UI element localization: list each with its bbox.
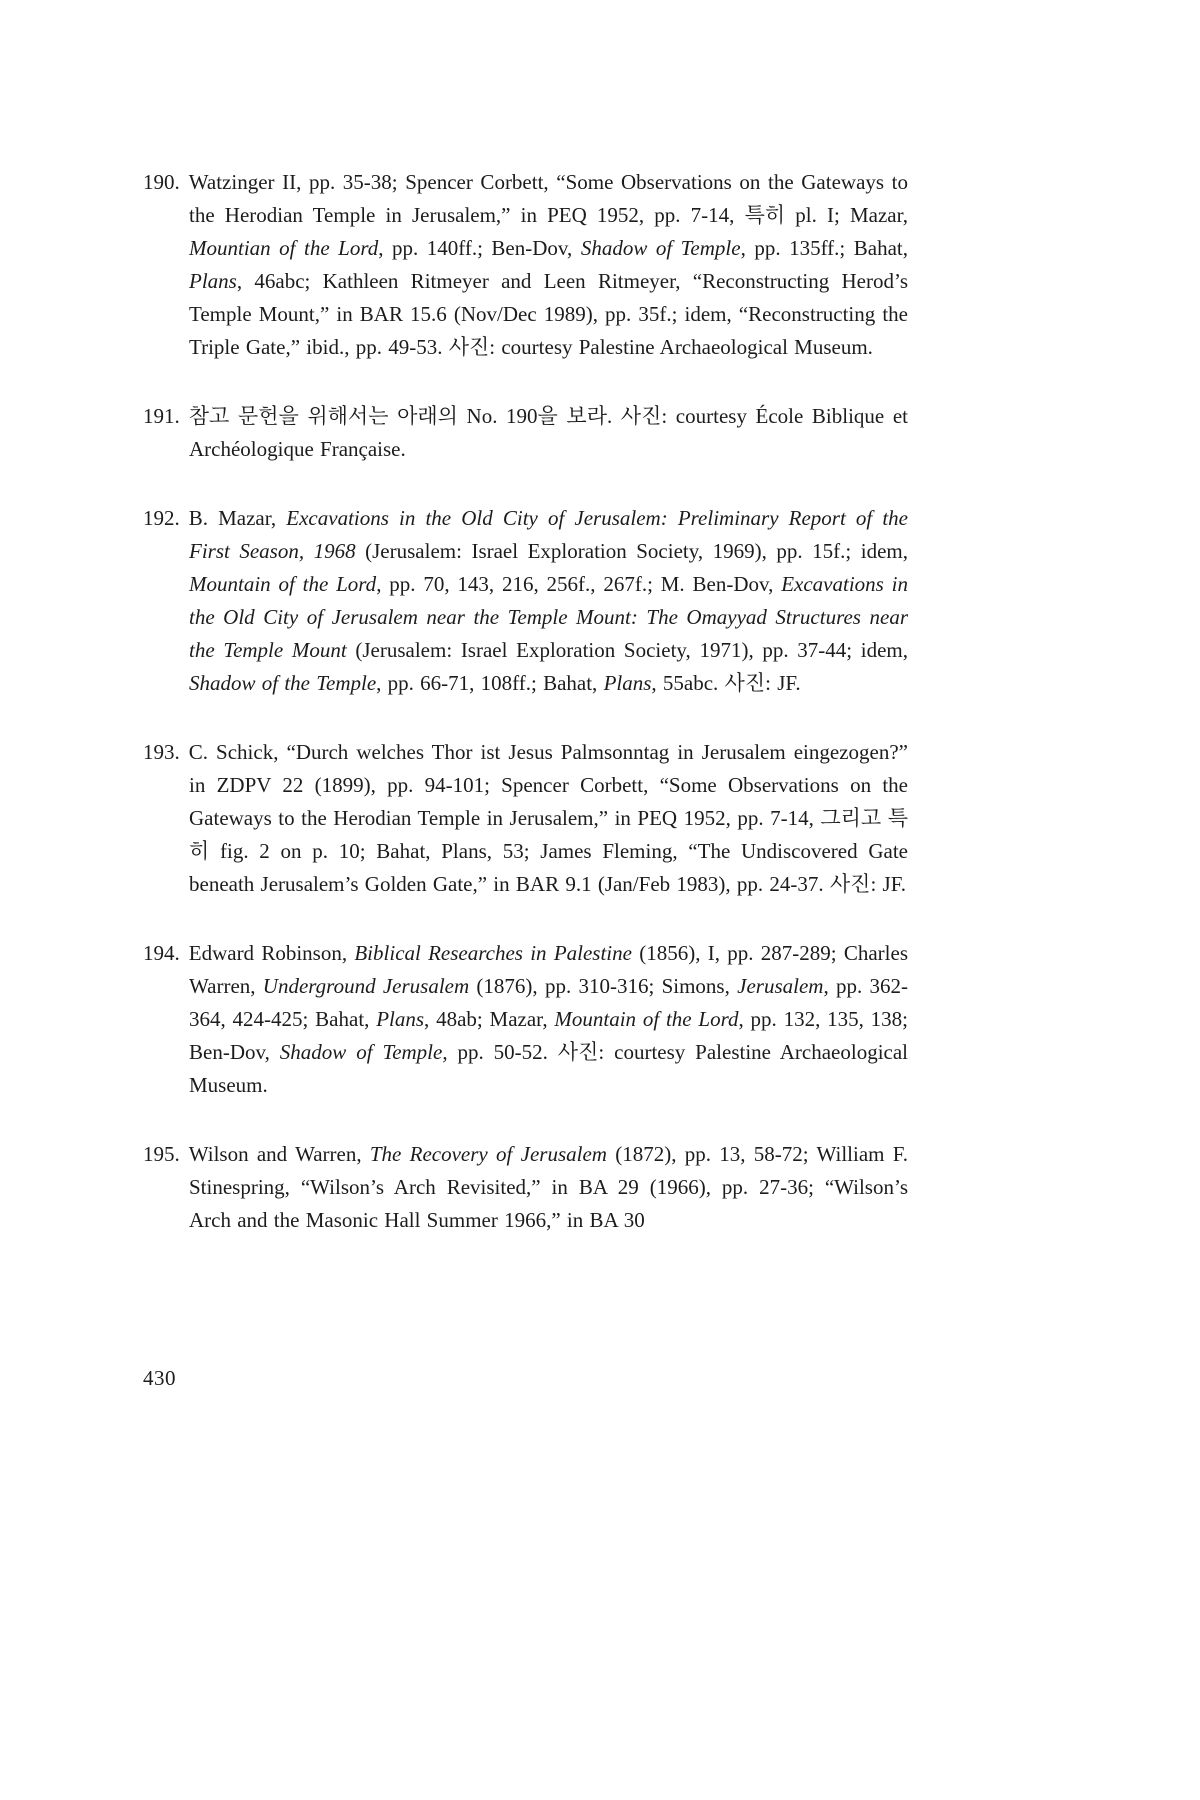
bibliography-entry-192 — [143, 502, 908, 700]
entry-text: (1872), pp. 13, 58-72; William F. Stinespring, “Wilson’s Arch Revisited,” in BA 29 (1966), pp. 27-36; “Wilson’s Arch and the Masonic Hall Summer 1966,” in BA 30 — [189, 1142, 908, 1232]
entry-number: 190. — [143, 170, 180, 194]
work-title: Shadow of Temple — [580, 236, 741, 260]
entry-text: 참고 문헌을 위해서는 아래의 No. 190을 보라. 사진: courtesy École Biblique et Archéologique Française. — [188, 404, 908, 461]
entry-text: , pp. 70, 143, 216, 256f., 267f.; M. Ben-Dov, — [376, 572, 782, 596]
work-title: Shadow of the Temple — [189, 671, 377, 695]
entry-number: 191. — [143, 404, 180, 428]
entry-text: , 46abc; Kathleen Ritmeyer and Leen Ritmeyer, “Reconstructing Herod’s Temple Mount,” in BAR 15.6 (Nov/Dec 1989), pp. 35f.; idem, “Reconstructing the Triple Gate,” ibid., pp. 49-53. 사진: courtesy Palestine Archaeological Museum. — [189, 269, 908, 359]
work-title: Plans — [376, 1007, 425, 1031]
entry-text: , pp. 362-364, 424-425; Bahat, — [189, 974, 908, 1031]
work-title: Excavations in the Old City of Jerusalem near the Temple Mount: The Omayyad Structures near the Temple Mount — [189, 572, 908, 662]
work-title: Plans — [603, 671, 652, 695]
entry-text: , pp. 140ff.; Ben-Dov, — [378, 236, 581, 260]
entry-text: (Jerusalem: Israel Exploration Society, 1971), pp. 37-44; idem, — [346, 638, 908, 662]
work-title: Plans — [189, 269, 237, 293]
entry-text: , 48ab; Mazar, — [424, 1007, 555, 1031]
entry-text: B. Mazar, — [188, 506, 287, 530]
work-title: Underground Jerusalem — [262, 974, 470, 998]
work-title: Jerusalem — [737, 974, 824, 998]
bibliography-entry-195 — [143, 1138, 908, 1237]
entry-text: (Jerusalem: Israel Exploration Society, 1969), pp. 15f.; idem, — [355, 539, 909, 563]
bibliography-entry-190 — [143, 166, 908, 364]
entry-text: (1876), pp. 310-316; Simons, — [469, 974, 738, 998]
entry-text: , pp. 66-71, 108ff.; Bahat, — [376, 671, 604, 695]
entry-text: , 55abc. 사진: JF. — [651, 671, 801, 695]
entry-number: 193. — [143, 740, 180, 764]
entry-number: 195. — [143, 1142, 180, 1166]
page-number: 430 — [143, 1366, 176, 1390]
entry-text: (1856), I, pp. 287-289; Charles Warren, — [189, 941, 908, 998]
entry-text: Watzinger II, pp. 35-38; Spencer Corbett, “Some Observations on the Gateways to the Herodian Temple in Jerusalem,” in PEQ 1952, pp. 7-14, 특히 pl. I; Mazar, — [188, 170, 908, 227]
entry-text: , pp. 135ff.; Bahat, — [740, 236, 908, 260]
bibliography-entry-191 — [143, 400, 908, 466]
entry-number: 194. — [143, 941, 180, 965]
entry-text: Wilson and Warren, — [188, 1142, 370, 1166]
work-title: Biblical Researches in Palestine — [354, 941, 632, 965]
entry-text: , pp. 50-52. 사진: courtesy Palestine Archaeological Museum. — [189, 1040, 909, 1097]
work-title: Excavations in the Old City of Jerusalem: Preliminary Report of the First Season, 1968 — [189, 506, 909, 563]
work-title: Shadow of Temple — [279, 1040, 443, 1064]
entry-text: C. Schick, “Durch welches Thor ist Jesus Palmsonntag in Jerusalem eingezogen?” in ZDPV 22 (1899), pp. 94-101; Spencer Corbett, “Some Observations on the Gateways to the Herodian Temple in Jerusalem,” in PEQ 1952, pp. 7-14, 그리고 특히 fig. 2 on p. 10; Bahat, Plans, 53; James Fleming, “The Undiscovered Gate beneath Jerusalem’s Golden Gate,” in BAR 9.1 (Jan/Feb 1983), pp. 24-37. 사진: JF. — [188, 740, 908, 896]
work-title: Mountain of the Lord — [554, 1007, 739, 1031]
work-title: Mountian of the Lord — [189, 236, 379, 260]
bibliography-list — [143, 166, 908, 1237]
work-title: The Recovery of Jerusalem — [369, 1142, 607, 1166]
entry-text: Edward Robinson, — [188, 941, 355, 965]
bibliography-entry-194 — [143, 937, 908, 1102]
entry-number: 192. — [143, 506, 180, 530]
bibliography-entry-193 — [143, 736, 908, 901]
entry-text: , pp. 132, 135, 138; Ben-Dov, — [189, 1007, 908, 1064]
work-title: Mountain of the Lord — [189, 572, 377, 596]
